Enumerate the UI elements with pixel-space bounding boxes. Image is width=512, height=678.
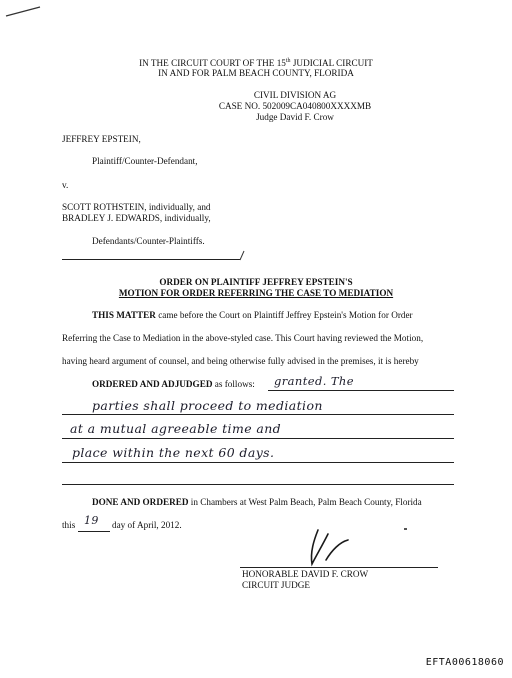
handwritten-line-4: place within the next 60 days.	[72, 445, 275, 460]
signatory-name: HONORABLE DAVID F. CROW	[242, 569, 369, 579]
court-circuit-text: JUDICIAL CIRCUIT	[290, 58, 373, 69]
pen-stroke-mark	[0, 0, 60, 30]
body-paragraph-line3: having heard argument of counsel, and being otherwise fully advised in the premises, it is hereby	[62, 356, 419, 366]
as-follows-text: as follows:	[212, 379, 255, 389]
order-title-line1: ORDER ON PLAINTIFF JEFFREY EPSTEIN'S	[159, 277, 353, 287]
handwriting-rule-4	[62, 462, 454, 463]
this-matter-lead: THIS MATTER	[92, 310, 156, 320]
civil-division: CIVIL DIVISION AG	[253, 90, 337, 100]
caption-rule	[62, 259, 240, 260]
body-line1-text: came before the Court on Plaintiff Jeffrey Epstein's Motion for Order	[155, 310, 413, 320]
handwriting-rule-1	[268, 390, 454, 391]
chambers-location-text: in Chambers at West Palm Beach, Palm Beach County, Florida	[188, 497, 422, 507]
document-id-label: EFTA00618060	[425, 657, 504, 668]
day-blank-rule	[78, 531, 110, 532]
defendant-2-name: BRADLEY J. EDWARDS, individually,	[62, 213, 211, 223]
plaintiff-role: Plaintiff/Counter-Defendant,	[92, 156, 198, 166]
court-heading-line2: IN AND FOR PALM BEACH COUNTY, FLORIDA	[158, 68, 354, 78]
ink-dot	[404, 528, 407, 530]
handwriting-rule-5	[62, 484, 454, 485]
handwriting-rule-3	[62, 438, 454, 439]
this-label: this	[62, 520, 76, 530]
signatory-title: CIRCUIT JUDGE	[242, 580, 310, 590]
day-month-year-text: day of April, 2012.	[112, 520, 182, 530]
handwritten-line-3: at a mutual agreeable time and	[70, 421, 282, 436]
court-name-text: IN THE CIRCUIT COURT OF THE 15	[139, 58, 286, 69]
case-number: CASE NO. 502009CA040800XXXXMB	[218, 101, 372, 111]
ordered-adjudged-line	[92, 379, 255, 390]
handwritten-line-1: granted. The	[274, 374, 354, 388]
body-paragraph-line2: Referring the Case to Mediation in the above-styled case. This Court having reviewed the Motion,	[62, 333, 424, 343]
handwriting-rule-2	[62, 414, 454, 415]
done-ordered-lead: DONE AND ORDERED	[92, 497, 189, 507]
handwritten-day: 19	[84, 514, 99, 527]
versus-label: v.	[62, 180, 69, 190]
judge-name: Judge David F. Crow	[256, 112, 334, 122]
ordinal-suffix: th	[285, 58, 291, 64]
judge-signature	[300, 520, 360, 568]
defendant-role: Defendants/Counter-Plaintiffs.	[92, 236, 205, 246]
handwritten-line-2: parties shall proceed to mediation	[92, 398, 323, 413]
plaintiff-name: JEFFREY EPSTEIN,	[62, 134, 141, 144]
signature-rule	[240, 567, 438, 568]
ordered-adjudged-lead: ORDERED AND ADJUDGED	[92, 379, 213, 389]
caption-slash-mark	[238, 250, 246, 262]
body-paragraph-line1	[92, 310, 413, 321]
defendant-1-name: SCOTT ROTHSTEIN, individually, and	[62, 202, 211, 212]
order-title-line2: MOTION FOR ORDER REFERRING THE CASE TO MEDIATION	[118, 288, 394, 298]
done-ordered-line	[92, 497, 422, 508]
